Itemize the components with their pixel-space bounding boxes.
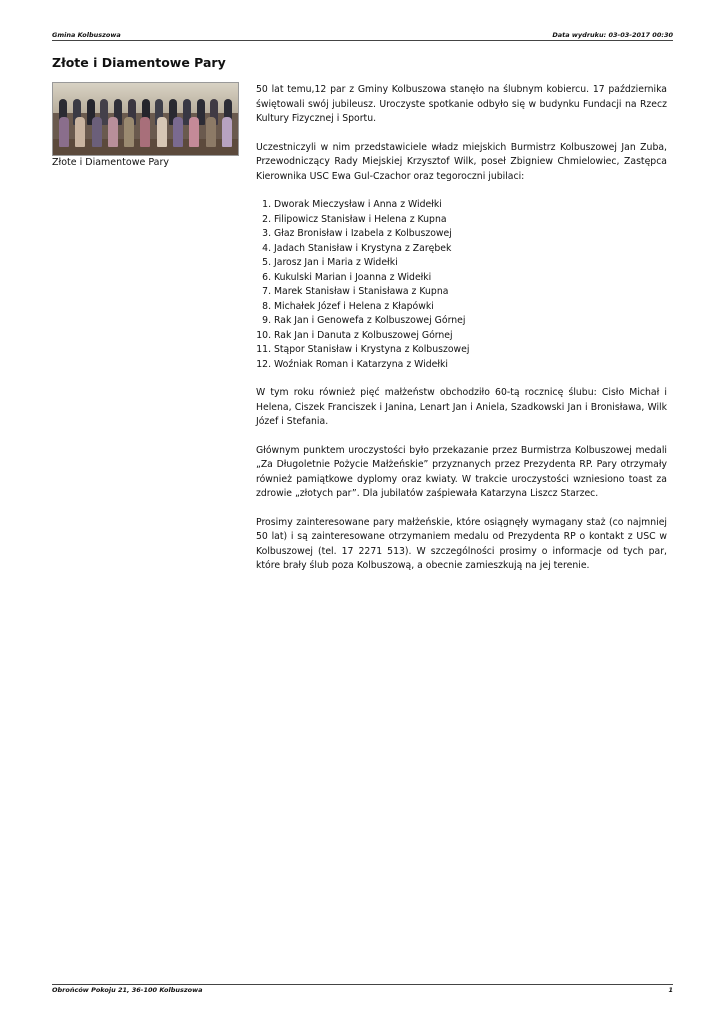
paragraph-intro: 50 lat temu,12 par z Gminy Kolbuszowa stanęło na ślubnym kobiercu. 17 października świętowali swój jubileusz. Uroczyste spotkanie odbyło się w budynku Fundacji na Rzecz Kultury Fizycznej i Sportu. [256, 84, 667, 124]
footer-address: Obrońców Pokoju 21, 36-100 Kolbuszowa [52, 986, 203, 994]
header-site-name: Gmina Kolbuszowa [52, 31, 121, 39]
article-figure [52, 82, 239, 169]
list-item: 3. Głaz Bronisław i Izabela z Kolbuszowej [274, 227, 667, 242]
header-print-date: Data wydruku: 03-03-2017 00:30 [552, 31, 673, 39]
list-item: 12. Woźniak Roman i Katarzyna z Widełki [274, 358, 667, 373]
list-item: 8. Michałek Józef i Helena z Kłapówki [274, 300, 667, 315]
paragraph-participants: Uczestniczyli w nim przedstawiciele władz miejskich Burmistrz Kolbuszowej Jan Zuba, Przewodniczący Rady Miejskiej Krzysztof Wilk, poseł Zbigniew Chmielowiec, Zastępca Kierownika USC Ewa Gul-Czachor oraz tegoroczni jubilaci: [256, 141, 667, 182]
list-item: 1. Dworak Mieczysław i Anna z Widełki [274, 198, 667, 213]
list-item: 7. Marek Stanisław i Stanisława z Kupna [274, 285, 667, 300]
photo-front-row [59, 117, 232, 147]
paragraph-diamond-couples: W tym roku również pięć małżeństw obchodziło 60-tą rocznicę ślubu: Cisło Michał i Helena, Ciszek Franciszek i Janina, Lenart Jan i Aniela, Szadkowski Jan i Bronisława, Wilk Józef i Stefania. [256, 387, 667, 427]
footer-page-number: 1 [668, 986, 673, 994]
page-header [52, 31, 673, 41]
paragraph-ceremony: Głównym punktem uroczystości było przekazanie przez Burmistrza Kolbuszowej medali „Za Długoletnie Pożycie Małżeńskie” przyznanych przez Prezydenta RP. Pary otrzymały również pamiątkowe dyplomy oraz kwiaty. W trakcie uroczystości wzniesiono toast za zdrowie „złotych par”. Dla jubilatów zaśpiewała Katarzyna Liszcz Starzec. [256, 444, 667, 499]
article-body [256, 83, 667, 588]
group-photo[interactable] [52, 82, 239, 156]
list-item: 5. Jarosz Jan i Maria z Widełki [274, 256, 667, 271]
list-item: 10. Rak Jan i Danuta z Kolbuszowej Górnej [274, 329, 667, 344]
list-item: 11. Stąpor Stanisław i Krystyna z Kolbuszowej [274, 343, 667, 358]
page-footer [52, 984, 673, 994]
list-item: 9. Rak Jan i Genowefa z Kolbuszowej Górnej [274, 314, 667, 329]
article-title: Złote i Diamentowe Pary [52, 55, 226, 70]
figure-caption: Złote i Diamentowe Pary [52, 157, 169, 168]
list-item: 4. Jadach Stanisław i Krystyna z Zarębek [274, 242, 667, 257]
paragraph-contact-request: Prosimy zainteresowane pary małżeńskie, które osiągnęły wymagany staż (co najmniej 50 lat) i są zainteresowane otrzymaniem medalu od Prezydenta RP o kontakt z USC w Kolbuszowej (tel. 17 2271 513). W szczególności prosimy o informacje od tych par, które brały ślub poza Kolbuszową, a obecnie zamieszkują na jej terenie. [256, 516, 667, 571]
couples-list [256, 198, 667, 372]
list-item: 2. Filipowicz Stanisław i Helena z Kupna [274, 213, 667, 228]
list-item: 6. Kukulski Marian i Joanna z Widełki [274, 271, 667, 286]
